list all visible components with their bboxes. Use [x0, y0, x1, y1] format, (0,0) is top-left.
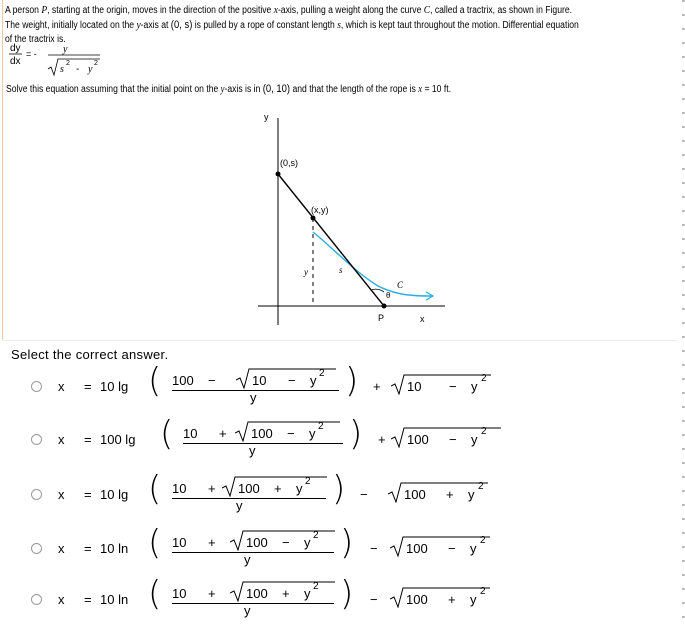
- answer-option-2[interactable]: [0, 408, 685, 460]
- answer-radio-3[interactable]: [31, 489, 42, 500]
- fraction-bar: [172, 498, 326, 499]
- option-op1: +: [208, 586, 216, 601]
- option-radicand: 100: [246, 586, 268, 601]
- option-radicand-2: 100: [406, 592, 428, 607]
- rope-label: s: [339, 265, 343, 275]
- option-op2: −: [287, 426, 295, 441]
- option-op1: +: [208, 535, 216, 550]
- option-numerator-term: 10: [183, 426, 198, 441]
- option-op4: −: [448, 541, 456, 556]
- option-denominator: y: [244, 552, 251, 567]
- solve-instructions: Solve this equation assuming that the initial point on the y-axis is in (0, 10) and that the length of the rope is x = 10 ft.: [6, 83, 451, 95]
- ode-lhs-denominator: dx: [10, 56, 21, 67]
- option-x: x: [58, 541, 65, 556]
- option-radicand-2: 100: [406, 541, 428, 556]
- option-exp: 2: [313, 581, 319, 592]
- option-coefficient: 10 lg: [100, 487, 129, 502]
- left-paren: (: [160, 414, 174, 454]
- answer-option-4[interactable]: [0, 517, 685, 569]
- option-y: y: [304, 586, 311, 601]
- option-op3: +: [378, 432, 386, 447]
- option-coefficient: 100 lg: [100, 432, 136, 447]
- left-paren: (: [148, 361, 162, 401]
- answer-radio-5[interactable]: [31, 594, 42, 605]
- option-op3: +: [373, 379, 381, 394]
- option-x: x: [58, 432, 65, 447]
- x-axis-label: x: [420, 314, 425, 324]
- option-exp-2: 2: [481, 373, 487, 384]
- person-label: P: [378, 313, 385, 323]
- right-paren: ): [340, 574, 354, 614]
- option-radicand-2: 100: [407, 432, 429, 447]
- weight-point-label: (x,y): [311, 205, 329, 215]
- option-denominator: y: [250, 390, 257, 405]
- option-op1: −: [208, 373, 216, 388]
- option-y: y: [304, 535, 311, 550]
- curve-label: C: [397, 280, 404, 290]
- option-y-2: y: [468, 487, 475, 502]
- option-exp: 2: [305, 476, 311, 487]
- option-op3: −: [370, 541, 378, 556]
- fraction-bar: [172, 603, 334, 604]
- left-paren: (: [148, 523, 162, 563]
- option-y: y: [309, 426, 316, 441]
- answer-radio-4[interactable]: [31, 543, 42, 554]
- person-point: [382, 304, 387, 309]
- option-denominator: y: [249, 443, 256, 458]
- section-divider: [3, 340, 678, 341]
- differential-equation: [8, 42, 103, 78]
- option-exp-2: 2: [481, 426, 487, 437]
- option-x: x: [58, 592, 65, 607]
- ode-exp-2: 2: [94, 60, 98, 67]
- option-y-2: y: [471, 379, 478, 394]
- right-paren: ): [345, 361, 359, 401]
- fraction-bar: [172, 552, 334, 553]
- option-y-2: y: [471, 432, 478, 447]
- option-numerator-term: 10: [172, 535, 187, 550]
- option-denominator: y: [244, 603, 251, 618]
- option-op1: +: [219, 426, 227, 441]
- option-y: y: [310, 373, 317, 388]
- ode-rhs-numerator: y: [63, 44, 68, 55]
- y-axis-label: y: [264, 112, 269, 122]
- select-answer-label: Select the correct answer.: [11, 347, 169, 362]
- answer-option-3[interactable]: [0, 463, 685, 515]
- option-op2: −: [282, 535, 290, 550]
- answer-radio-1[interactable]: [31, 381, 42, 392]
- ode-lhs-numerator: dy: [10, 43, 21, 54]
- start-point-label: (0,s): [280, 158, 298, 168]
- right-paren: ): [332, 469, 346, 509]
- option-equals: =: [84, 487, 92, 502]
- option-radicand: 100: [251, 426, 273, 441]
- option-op1: +: [208, 481, 216, 496]
- option-equals: =: [84, 541, 92, 556]
- option-coefficient: 10 lg: [100, 379, 129, 394]
- tractrix-curve: [313, 232, 433, 296]
- ode-s: s: [60, 64, 64, 75]
- left-paren: (: [148, 574, 162, 614]
- option-exp: 2: [318, 421, 324, 432]
- option-numerator-term: 10: [172, 481, 187, 496]
- option-y-2: y: [470, 592, 477, 607]
- answer-option-1[interactable]: [0, 355, 685, 407]
- left-paren: (: [148, 469, 162, 509]
- option-x: x: [58, 487, 65, 502]
- option-y-2: y: [470, 541, 477, 556]
- option-numerator-term: 10: [172, 586, 187, 601]
- option-exp: 2: [313, 530, 319, 541]
- option-radicand: 100: [238, 481, 260, 496]
- option-op3: −: [360, 487, 368, 502]
- option-radicand: 10: [252, 373, 267, 388]
- weight-point: [311, 216, 316, 221]
- left-border: [2, 0, 3, 340]
- option-radicand-2: 100: [404, 487, 426, 502]
- option-op2: +: [282, 586, 290, 601]
- rope-line: [278, 174, 384, 306]
- ode-minus: -: [76, 64, 80, 75]
- fraction-bar: [183, 443, 343, 444]
- option-denominator: y: [236, 498, 243, 513]
- option-op4: +: [446, 487, 454, 502]
- option-coefficient: 10 ln: [100, 541, 129, 556]
- angle-label: θ: [386, 291, 391, 300]
- option-op4: −: [449, 432, 457, 447]
- option-exp-2: 2: [478, 481, 484, 492]
- option-equals: =: [84, 592, 92, 607]
- option-equals: =: [84, 432, 92, 447]
- option-radicand-2: 10: [407, 379, 422, 394]
- ode-y: y: [88, 64, 93, 75]
- option-exp-2: 2: [480, 586, 486, 597]
- option-equals: =: [84, 379, 92, 394]
- option-exp-2: 2: [480, 535, 486, 546]
- answer-radio-2[interactable]: [31, 434, 42, 445]
- option-op4: −: [449, 379, 457, 394]
- answer-option-5[interactable]: [0, 568, 685, 620]
- option-coefficient: 10 ln: [100, 592, 129, 607]
- option-op3: −: [370, 592, 378, 607]
- option-op4: +: [448, 592, 456, 607]
- option-exp: 2: [319, 368, 325, 379]
- right-paren: ): [349, 414, 363, 454]
- right-paren: ): [340, 523, 354, 563]
- option-op2: −: [288, 373, 296, 388]
- option-numerator-term: 100: [172, 373, 194, 388]
- start-point: [276, 172, 281, 177]
- ode-equals: = -: [26, 49, 37, 59]
- option-op2: +: [274, 481, 282, 496]
- option-radicand: 100: [246, 535, 268, 550]
- problem-statement: A person P, starting at the origin, moves in the direction of the positive x-axis, pulling a weight along the curve C, called a tractrix, as shown in Figure. The weight, initially located on the y-axis at (0, s) is pulled by a rope of constant length s, which is kept taut throughout the motion. Differential equation of the tractrix is.: [5, 4, 579, 45]
- option-y: y: [296, 481, 303, 496]
- tractrix-figure: [250, 110, 450, 330]
- option-x: x: [58, 379, 65, 394]
- ode-exp-1: 2: [66, 60, 70, 67]
- height-label: y: [304, 267, 308, 277]
